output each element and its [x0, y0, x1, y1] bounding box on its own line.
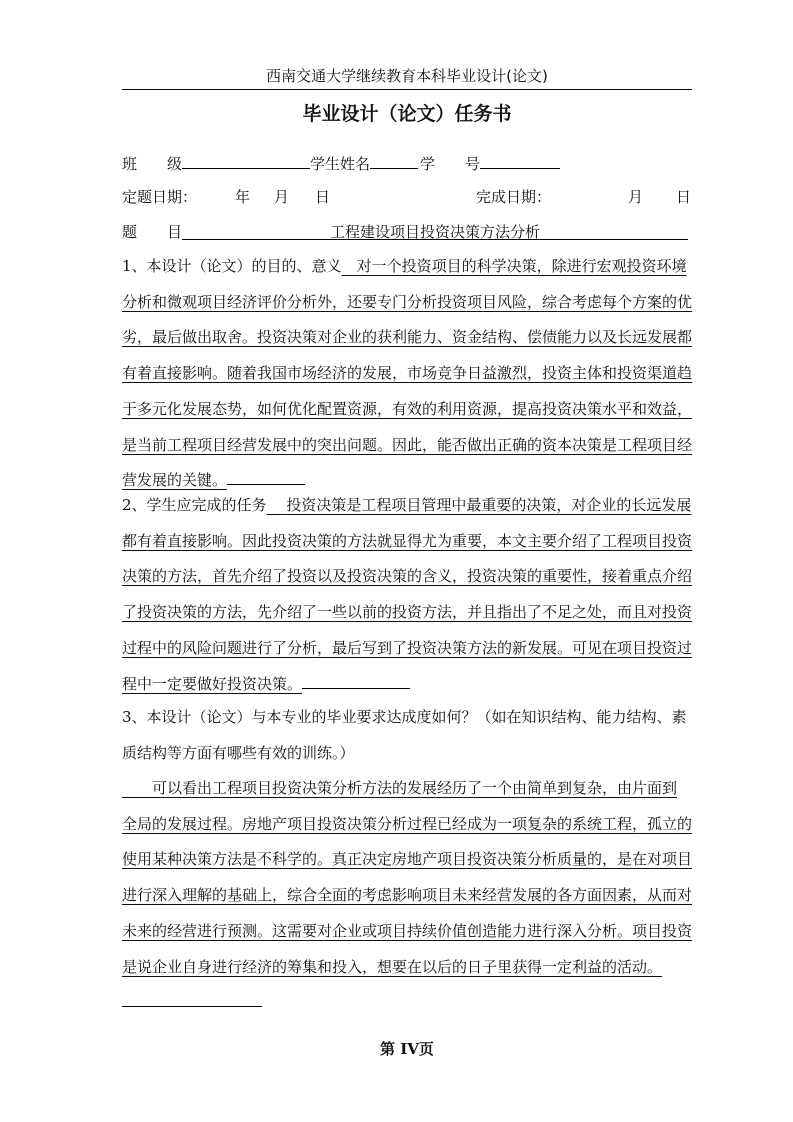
- section-tasks: [122, 488, 692, 702]
- set-date-year: 年: [235, 188, 251, 206]
- topic-label: 题 目: [122, 223, 183, 241]
- date-row: [122, 187, 692, 207]
- header-rule: [122, 89, 692, 90]
- finish-date-day: 日: [676, 188, 692, 206]
- section-requirements-tail-line: [122, 989, 262, 1007]
- student-info-row: [122, 151, 560, 174]
- topic-value: 工程建设项目投资决策方法分析: [330, 223, 541, 241]
- section-purpose: [122, 249, 692, 499]
- set-date-day: 日: [315, 188, 331, 206]
- topic-field: [182, 222, 688, 240]
- student-name-field: [370, 151, 418, 169]
- section-requirements: [122, 700, 692, 771]
- set-date-month: 月: [274, 188, 290, 206]
- section-tasks-tail-line: [302, 671, 410, 689]
- finish-date-month: 月: [628, 188, 644, 206]
- section-requirements-body: [122, 771, 692, 1021]
- section-purpose-tail-line: [227, 467, 305, 485]
- topic-row: [122, 222, 692, 242]
- student-name-label: 学生姓名: [310, 155, 371, 173]
- section-requirements-text: 可以看出工程项目投资决策分析方法的发展经历了一个由简单到复杂，由片面到全局的发展过程。房地产项目投资决策分析过程已经成为一项复杂的系统工程，孤立的使用某种决策方法是不科学的。真正决定房地产项目投资决策分析质量的，是在对项目进行深入理解的基础上，综合全面的考虑影响项目未来经营发展的各方面因素，从而对未来的经营进行预测。这需要对企业或项目持续价值创造能力进行深入分析。项目投资是说企业自身进行经济的筹集和投入，想要在以后的日子里获得一定利益的活动。: [122, 779, 693, 976]
- finish-date-label: 完成日期：: [476, 188, 552, 206]
- section-purpose-label: 1、本设计（论文）的目的、意义: [122, 257, 342, 275]
- running-header: 西南交通大学继续教育本科毕业设计(论文): [266, 67, 548, 85]
- section-requirements-label: 3、本设计（论文）与本专业的毕业要求达成度如何？（如在知识结构、能力结构、素质结构等方面有哪些有效的训练。）: [122, 708, 687, 762]
- set-date-label: 定题日期：: [122, 188, 198, 206]
- section-tasks-text: 投资决策是工程项目管理中最重要的决策，对企业的长远发展都有着直接影响。因此投资决策的方法就显得尤为重要，本文主要介绍了工程项目投资决策的方法，首先介绍了投资以及投资决策的含义，投资决策的重要性，接着重点介绍了投资决策的方法，先介绍了一些以前的投资方法，并且指出了不足之处，而且对投资过程中的风险问题进行了分析，最后写到了投资决策方法的新发展。可见在项目投资过程中一定要做好投资决策。: [122, 496, 693, 693]
- class-label: 班 级: [122, 155, 183, 173]
- section-tasks-label: 2、学生应完成的任务: [122, 496, 267, 514]
- page-title: 毕业设计（论文）任务书: [302, 103, 512, 125]
- class-field: [182, 151, 310, 169]
- page-number: 第 IV页: [380, 1040, 434, 1058]
- student-id-label: 学 号: [420, 155, 481, 173]
- section-purpose-text: 对一个投资项目的科学决策，除进行宏观投资环境分析和微观项目经济评价分析外，还要专门分析投资项目风险，综合考虑每个方案的优劣，最后做出取舍。投资决策对企业的获利能力、资金结构、偿债能力以及长远发展都有着直接影响。随着我国市场经济的发展，市场竞争日益激烈，投资主体和投资渠道趋于多元化发展态势，如何优化配置资源，有效的利用资源，提高投资决策水平和效益，是当前工程项目经营发展中的突出问题。因此，能否做出正确的资本决策是工程项目经营发展的关键。: [122, 257, 693, 490]
- student-id-field: [480, 151, 560, 169]
